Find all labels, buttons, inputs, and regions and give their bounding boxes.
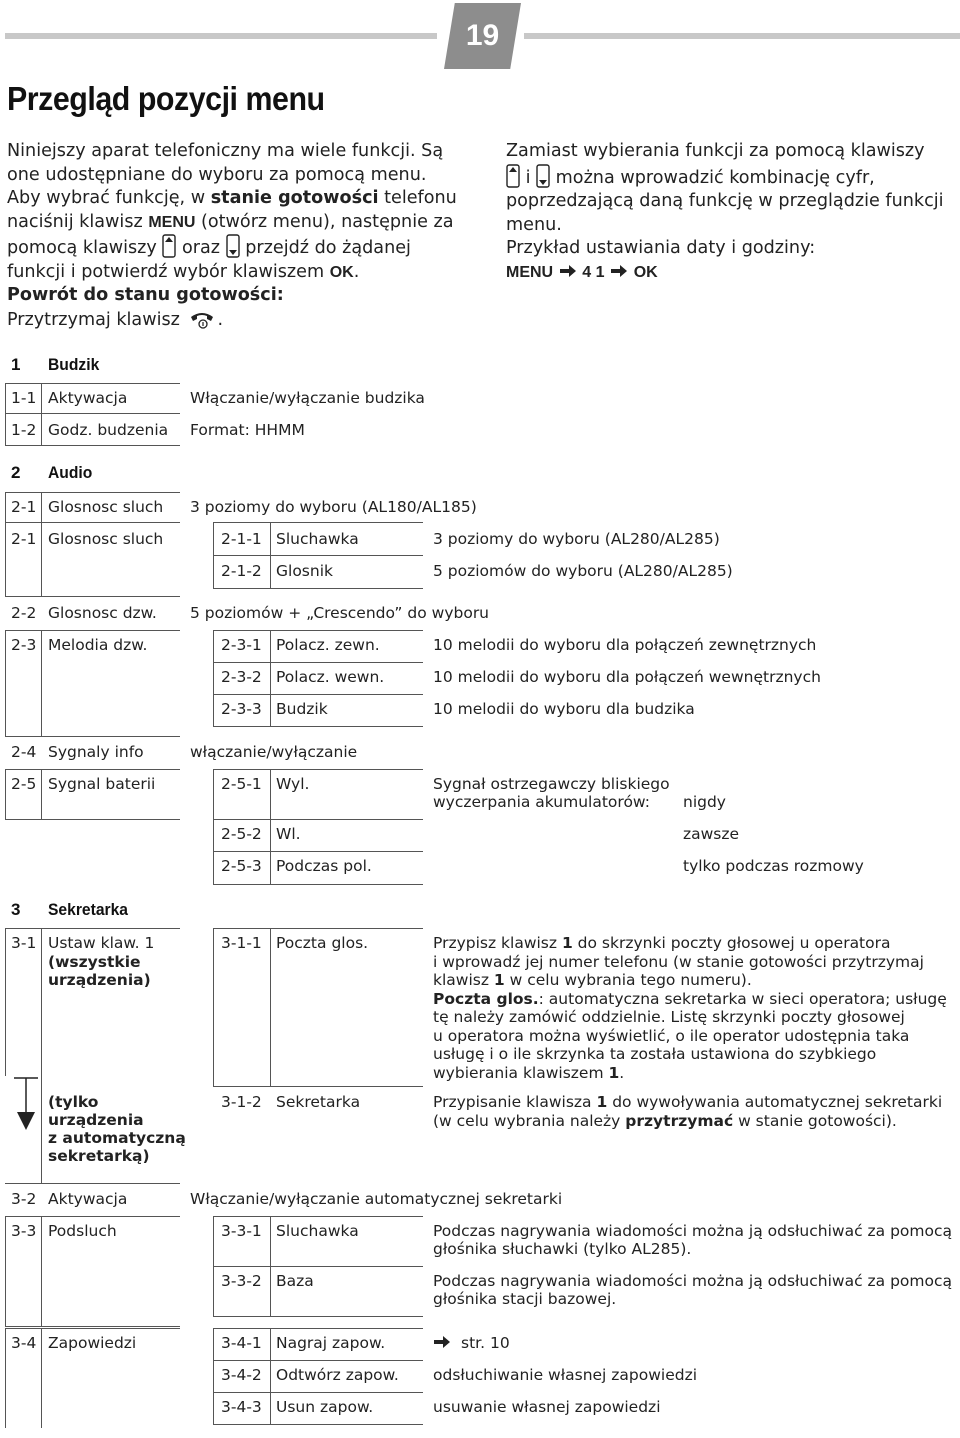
ok-key-label: OK (329, 263, 354, 281)
menu-code: 2-3 (11, 636, 37, 654)
right-line-3: poprzedzającą daną funkcję w przeglądzie funkcji (506, 191, 944, 211)
right-line-4: menu. (506, 214, 562, 235)
text: funkcji i potwierdź wybór klawiszem (7, 261, 330, 282)
page-reference: str. 10 (461, 1334, 510, 1352)
rule (5, 819, 180, 820)
rule (5, 492, 6, 522)
submenu-name: Podczas pol. (276, 857, 372, 875)
intro-line-6 (7, 261, 477, 285)
submenu-code: 3-1-2 (221, 1093, 262, 1111)
arrow-right-icon (610, 264, 628, 278)
rule (5, 522, 6, 596)
rule (213, 1328, 423, 1329)
rule (5, 413, 180, 414)
submenu-desc: głośnika słuchawki (tylko AL285). (433, 1240, 692, 1258)
arrow-right-icon (433, 1335, 451, 1349)
submenu-desc: usuwanie własnej zapowiedzi (433, 1398, 661, 1416)
rule (213, 588, 423, 589)
submenu-desc: 10 melodii do wyboru dla budzika (433, 700, 695, 718)
section-3-number: 3 (11, 900, 21, 919)
submenu-code: 3-3-2 (221, 1272, 262, 1290)
rule (5, 928, 6, 1076)
submenu-name: Sekretarka (276, 1093, 361, 1111)
submenu-code: 2-3-3 (221, 700, 262, 718)
submenu-code: 2-5-3 (221, 857, 262, 875)
return-heading: Powrót do stanu gotowości: (7, 285, 284, 305)
rule (41, 522, 42, 596)
desc-line (433, 934, 958, 953)
rule (213, 851, 423, 852)
page-number: 19 (465, 19, 500, 52)
section-2-number: 2 (11, 463, 21, 482)
example-sequence (506, 261, 956, 285)
menu-note: z automatyczną (48, 1129, 186, 1147)
rule (213, 819, 423, 820)
rule (213, 694, 423, 695)
submenu-code: 2-1-2 (221, 562, 262, 580)
text: Przytrzymaj klawisz (7, 309, 180, 330)
menu-name: Glosnosc sluch (48, 530, 164, 548)
intro-left (7, 140, 477, 332)
submenu-name: Wl. (276, 825, 301, 843)
menu-code: 3-2 (11, 1190, 37, 1208)
menu-name: Glosnosc sluch (48, 498, 164, 516)
menu-desc: Włączanie/wyłączanie budzika (190, 389, 425, 407)
text: : automatyczna sekretarka w sieci operatora; usługę (538, 989, 947, 1008)
submenu-desc: zawsze (683, 825, 740, 843)
text: Przypisz klawisz (433, 934, 562, 952)
right-line-1: Zamiast wybierania funkcji za pomocą klawiszy (506, 141, 925, 161)
rule (213, 769, 214, 884)
rule (270, 630, 271, 726)
header-bar-left (5, 33, 437, 39)
submenu-name: Sluchawka (276, 530, 359, 548)
rule (5, 928, 180, 929)
submenu-code: 3-1-1 (221, 934, 262, 952)
rule (5, 445, 180, 446)
rule (5, 596, 180, 597)
text: klawisz (433, 971, 494, 989)
bold-text: 1 (493, 971, 505, 989)
rule (41, 1328, 42, 1428)
text: . (353, 261, 360, 282)
ok-key-label: OK (633, 263, 658, 281)
desc-line: u operatora można wyświetlić, o ile operator udostępnia taka (433, 1026, 910, 1045)
key-up-icon (162, 234, 176, 258)
text: (otwórz menu), następnie za (195, 211, 454, 232)
menu-name: Sygnaly info (48, 743, 144, 761)
submenu-desc: Podczas nagrywania wiadomości można ją odsłuchiwać za pomocą (433, 1272, 953, 1290)
submenu-desc: odsłuchiwanie własnej zapowiedzi (433, 1366, 698, 1384)
key-down-icon (226, 234, 240, 258)
submenu-desc: 10 melodii do wyboru dla połączeń wewnętrznych (433, 668, 821, 686)
submenu-desc: tylko podczas rozmowy (683, 857, 864, 875)
rule (5, 630, 180, 631)
text: w stanie gotowości). (733, 1111, 897, 1130)
submenu-code: 3-4-3 (221, 1398, 262, 1416)
rule (213, 662, 423, 663)
submenu-desc: Podczas nagrywania wiadomości można ją odsłuchiwać za pomocą (433, 1222, 953, 1240)
submenu-name: Poczta glos. (276, 934, 369, 952)
desc-line: tę należy zamówić oddzielnie. Listę skrzynki poczty głosowej (433, 1008, 905, 1026)
text: . (619, 1063, 625, 1082)
key-down-icon (536, 164, 550, 188)
example-label: Przykład ustawiania daty i godziny: (506, 238, 816, 258)
submenu-desc: nigdy (683, 793, 726, 811)
submenu-desc: głośnika stacji bazowej. (433, 1290, 617, 1308)
submenu-desc: 3 poziomy do wyboru (AL280/AL285) (433, 530, 720, 548)
battery-desc-line-1: Sygnał ostrzegawczy bliskiego (433, 775, 670, 793)
voicemail-desc (433, 934, 958, 1082)
submenu-desc: 10 melodii do wyboru dla połączeń zewnętrznych (433, 636, 817, 654)
rule (213, 555, 423, 556)
submenu-code: 3-4-2 (221, 1366, 262, 1384)
rule (213, 630, 423, 631)
menu-name: Podsluch (48, 1222, 117, 1240)
rule (270, 769, 271, 884)
right-line-2 (506, 164, 956, 191)
rule (213, 1328, 214, 1424)
submenu-code: 3-4-1 (221, 1334, 262, 1352)
return-line (7, 308, 477, 333)
menu-name: Melodia dzw. (48, 636, 148, 654)
bold-text: Poczta glos. (433, 989, 539, 1008)
intro-line-3 (7, 187, 477, 211)
rule (5, 1326, 180, 1327)
intro-line-4 (7, 211, 477, 235)
rule (270, 1328, 271, 1424)
intro-line-2: one udostępniane do wyboru za pomocą menu. (7, 164, 427, 185)
submenu-name: Polacz. zewn. (276, 636, 380, 654)
submenu-desc: 5 poziomów do wyboru (AL280/AL285) (433, 562, 733, 580)
submenu-name: Sluchawka (276, 1222, 359, 1240)
rule (5, 1328, 180, 1329)
menu-desc: Włączanie/wyłączanie automatycznej sekretarki (190, 1190, 563, 1208)
rule (41, 1216, 42, 1326)
rule (5, 630, 6, 736)
submenu-name: Polacz. wewn. (276, 668, 385, 686)
rule (213, 1216, 423, 1217)
rule (41, 383, 42, 445)
submenu-code: 2-5-2 (221, 825, 262, 843)
down-arrow-icon (12, 1076, 40, 1132)
rule (5, 736, 180, 737)
text: można wprowadzić kombinację cyfr, (555, 167, 875, 188)
text: pomocą klawiszy (7, 238, 157, 258)
intro-right (506, 140, 956, 284)
bold-text: 1 (608, 1063, 620, 1082)
menu-key-label: MENU (148, 213, 196, 231)
submenu-name: Nagraj zapow. (276, 1334, 386, 1352)
rule (5, 1328, 6, 1428)
menu-code: 3-1 (11, 934, 37, 952)
rule (5, 1216, 180, 1217)
rule (41, 769, 42, 819)
rule (213, 522, 423, 523)
menu-code: 2-1 (11, 530, 37, 548)
menu-code: 2-2 (11, 604, 37, 622)
key-up-icon (506, 164, 520, 188)
text: Przypisanie klawisza (433, 1093, 597, 1111)
rule (213, 769, 423, 770)
desc-line (433, 1112, 958, 1131)
text: naciśnij klawisz (7, 211, 149, 232)
rule (5, 1183, 180, 1184)
rule (213, 1392, 423, 1393)
rule (213, 1316, 423, 1317)
bold-text: przytrzymać (625, 1111, 734, 1130)
desc-line: usługę i o ile skrzynka ta została ustawiona do szybkiego (433, 1045, 877, 1063)
page-title: Przegląd pozycji menu (7, 80, 325, 117)
rule (213, 884, 423, 885)
rule (41, 492, 42, 522)
rule (213, 1424, 423, 1425)
submenu-name: Glosnik (276, 562, 333, 580)
menu-code: 2-1 (11, 498, 37, 516)
menu-name: Godz. budzenia (48, 421, 169, 439)
text: do wywoływania automatycznej sekretarki (607, 1093, 943, 1111)
menu-desc: włączanie/wyłączanie (190, 743, 358, 761)
menu-note: (wszystkie (48, 953, 141, 971)
bold-text: 1 (596, 1093, 608, 1111)
menu-desc: 5 poziomów + „Crescendo” do wyboru (190, 604, 490, 622)
text: oraz (182, 238, 221, 258)
menu-desc: 3 poziomy do wyboru (AL180/AL185) (190, 498, 477, 516)
menu-desc: Format: HHMM (190, 421, 305, 439)
menu-note: (tylko (48, 1093, 99, 1111)
text: Aby wybrać funkcję, w (7, 188, 211, 208)
text: do skrzynki poczty głosowej u operatora (572, 934, 891, 952)
submenu-code: 2-1-1 (221, 530, 262, 548)
menu-name: Zapowiedzi (48, 1334, 137, 1352)
desc-line (433, 1064, 958, 1083)
rule (5, 383, 180, 384)
menu-name: Sygnal baterii (48, 775, 156, 793)
text: . (217, 309, 224, 330)
rule (5, 769, 180, 770)
submenu-name: Baza (276, 1272, 314, 1290)
rule (213, 1360, 423, 1361)
rule (213, 726, 423, 727)
desc-line (433, 1093, 958, 1112)
intro-line-5 (7, 234, 477, 261)
menu-name: Ustaw klaw. 1 (48, 934, 155, 952)
end-call-key-icon (186, 308, 218, 330)
menu-name: Aktywacja (48, 389, 128, 407)
rule (213, 1086, 423, 1087)
rule (5, 769, 6, 819)
text: (w celu wybrania należy (433, 1111, 626, 1130)
submenu-code: 2-3-2 (221, 668, 262, 686)
text: telefonu (378, 188, 457, 208)
rule (5, 522, 180, 523)
rule (213, 630, 214, 726)
submenu-code: 2-5-1 (221, 775, 262, 793)
rule (41, 630, 42, 736)
desc-line (433, 990, 958, 1009)
submenu-code: 2-3-1 (221, 636, 262, 654)
menu-code: 3-4 (11, 1334, 37, 1352)
menu-code: 2-4 (11, 743, 37, 761)
arrow-right-icon (559, 264, 577, 278)
submenu-code: 3-3-1 (221, 1222, 262, 1240)
section-3-title: Sekretarka (48, 900, 129, 919)
submenu-name: Odtwórz zapow. (276, 1366, 399, 1384)
rule (213, 928, 423, 929)
rule (213, 1266, 423, 1267)
menu-key-label: MENU (506, 263, 554, 281)
menu-note: urządzenia (48, 1111, 144, 1129)
menu-code: 1-2 (11, 421, 37, 439)
menu-code: 3-3 (11, 1222, 37, 1240)
menu-note: urządzenia) (48, 971, 151, 989)
menu-code: 2-5 (11, 775, 37, 793)
header-bar-right (524, 33, 960, 39)
bold-text: 1 (561, 934, 573, 952)
rule (5, 492, 180, 493)
menu-code: 1-1 (11, 389, 37, 407)
text: przejdź do żądanej (245, 238, 411, 258)
menu-note: sekretarką) (48, 1147, 150, 1165)
menu-name: Aktywacja (48, 1190, 128, 1208)
text: wybierania klawiszem (433, 1063, 609, 1082)
rule (41, 928, 42, 1183)
rule (213, 928, 214, 1086)
submenu-name: Usun zapow. (276, 1398, 374, 1416)
intro-line-1: Niniejszy aparat telefoniczny ma wiele funkcji. Są (7, 141, 444, 161)
section-1-number: 1 (11, 355, 21, 374)
text: i (525, 167, 531, 188)
section-1-title: Budzik (48, 355, 100, 374)
battery-desc-line-2: wyczerpania akumulatorów: (433, 793, 650, 811)
submenu-name: Budzik (276, 700, 328, 718)
desc-line (433, 971, 958, 990)
submenu-name: Wyl. (276, 775, 310, 793)
desc-line: i wprowadź jej numer telefonu (w stanie gotowości przytrzymaj (433, 952, 924, 971)
rule (270, 928, 271, 1086)
section-2-title: Audio (48, 463, 93, 482)
text: w celu wybrania tego numeru). (504, 971, 752, 989)
digits-label: 4 1 (582, 263, 605, 281)
bold-text: stanie gotowości (210, 188, 379, 208)
rule (5, 1216, 6, 1326)
menu-name: Glosnosc dzw. (48, 604, 157, 622)
rule (5, 383, 6, 445)
answering-machine-desc (433, 1093, 958, 1130)
